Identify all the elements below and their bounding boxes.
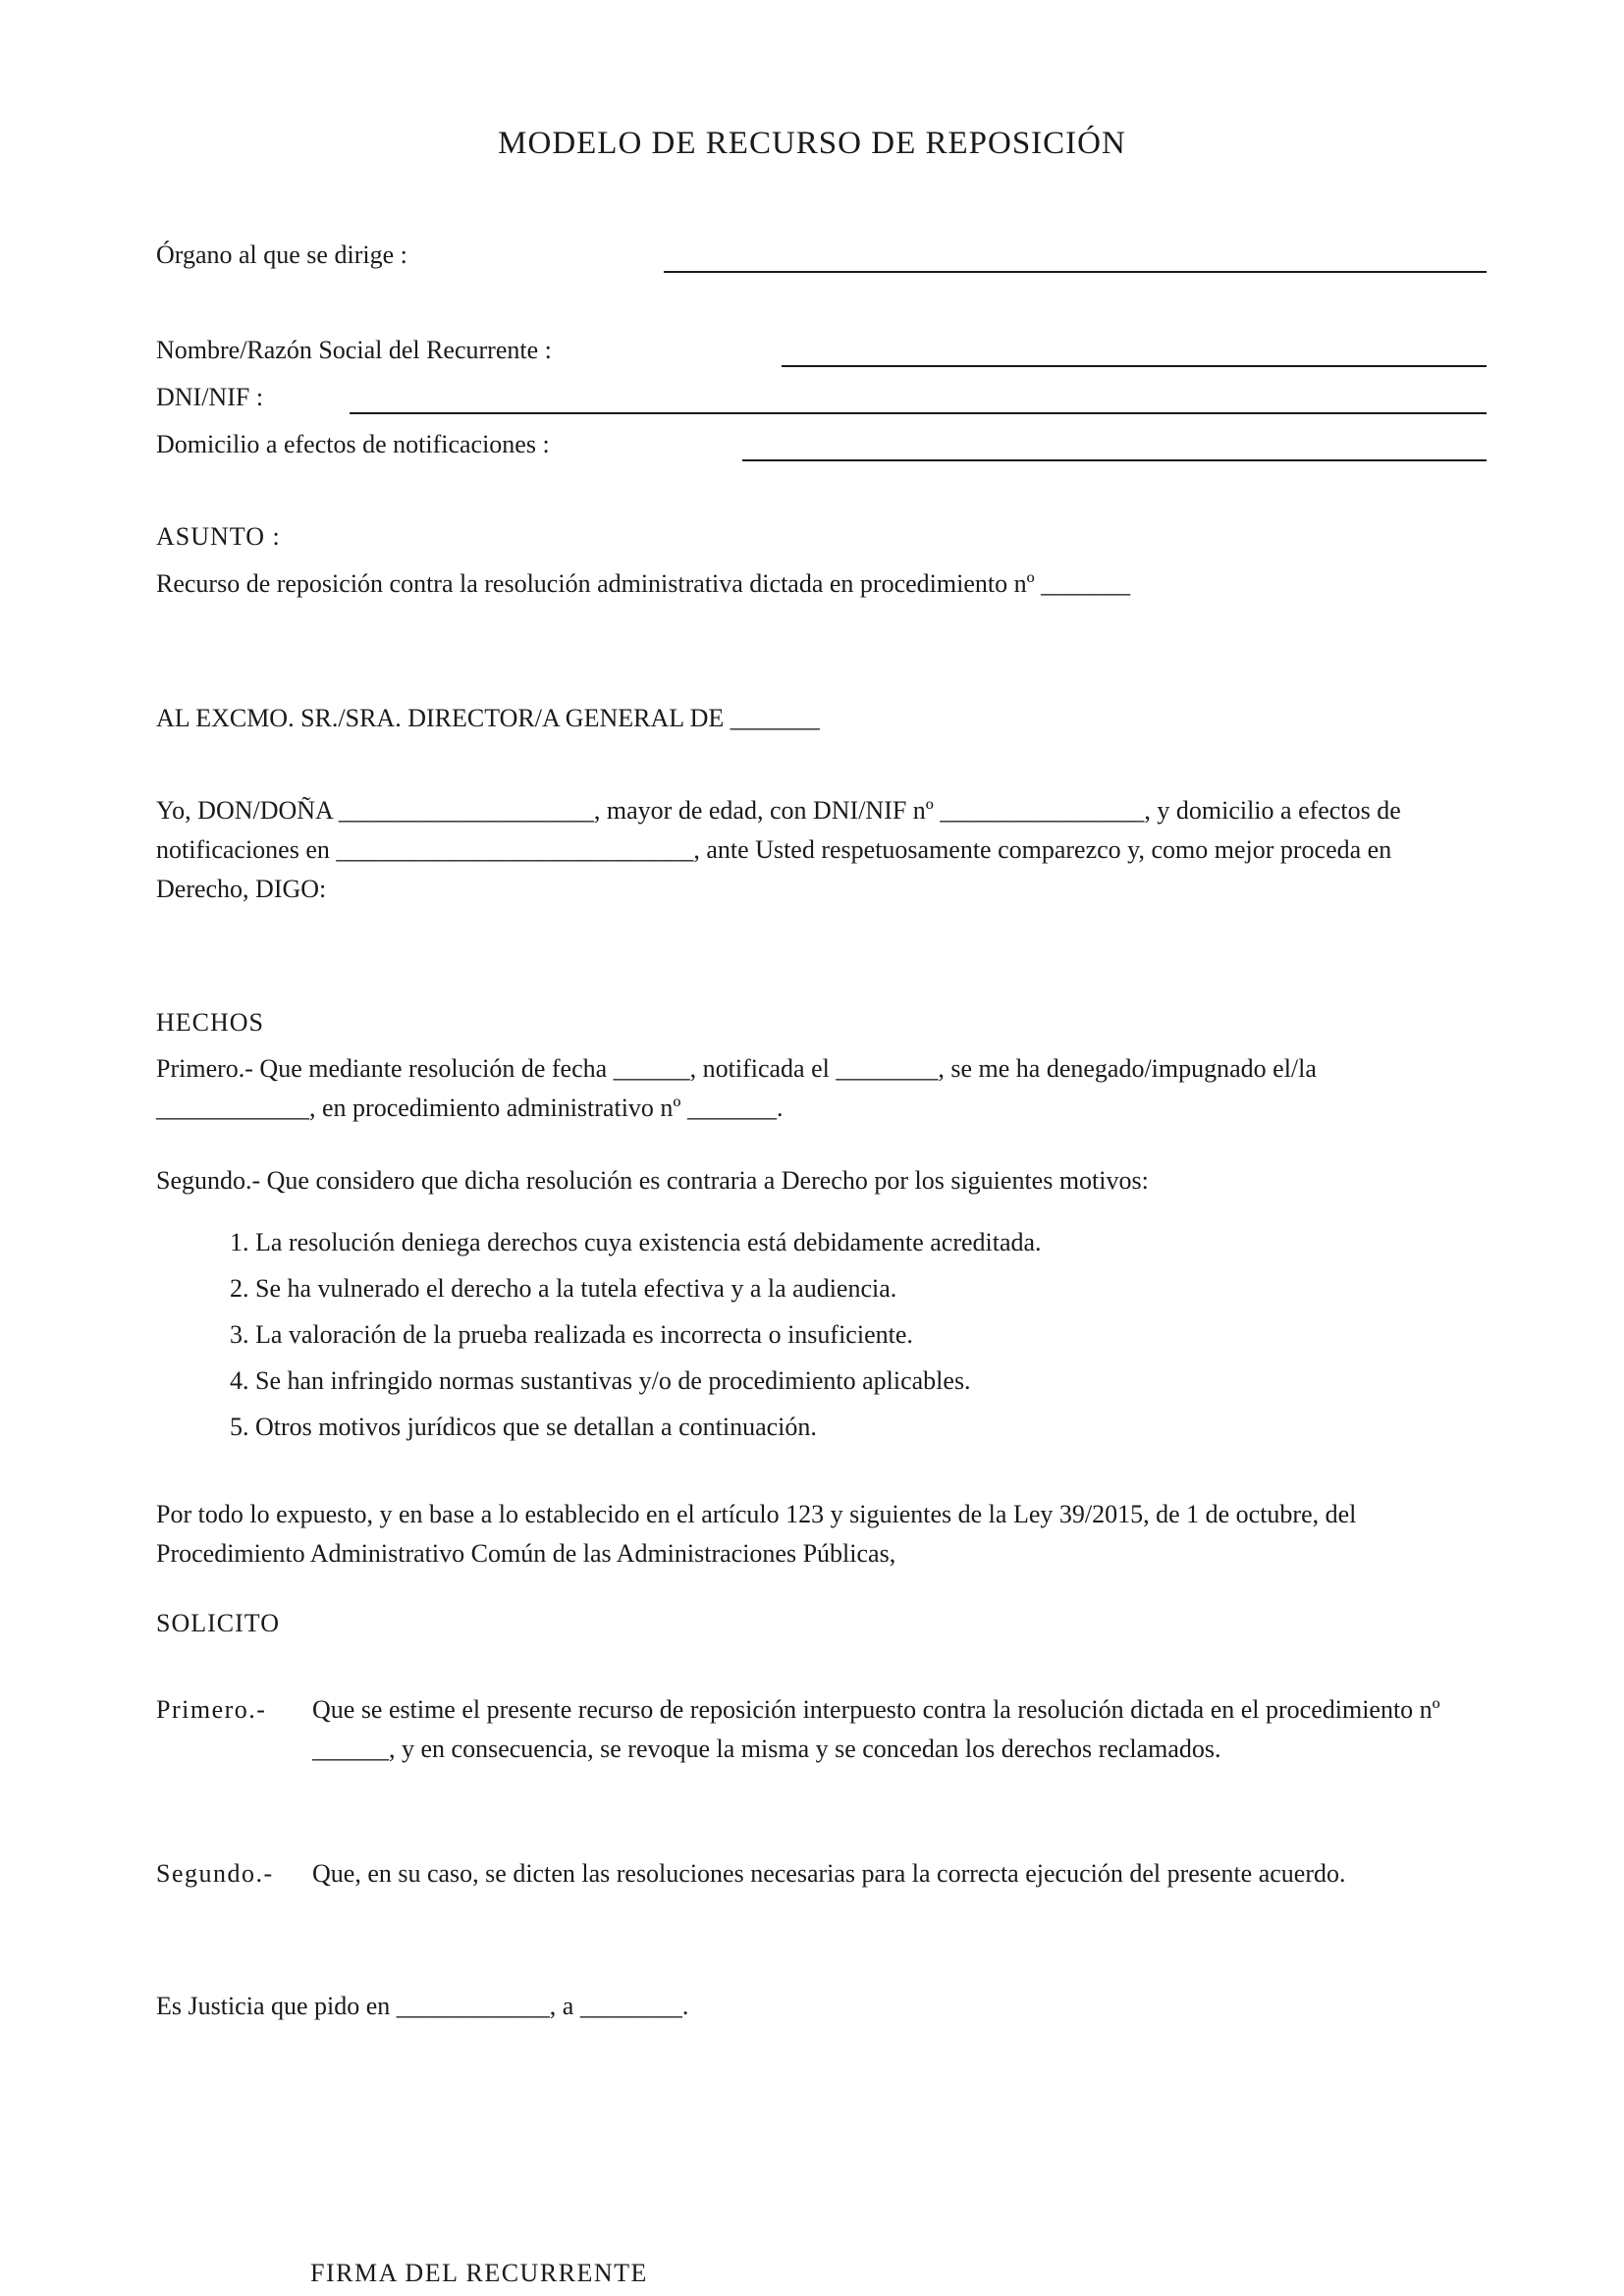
list-item: 1. La resolución deniega derechos cuya existencia está debidamente acreditada. bbox=[230, 1228, 1042, 1256]
list-item: 2. Se ha vulnerado el derecho a la tutela efectiva y a la audiencia. bbox=[230, 1274, 897, 1303]
hecho-segundo: Segundo.- Que considero que dicha resolución es contraria a Derecho por los siguientes motivos: bbox=[156, 1166, 1149, 1195]
solicito-primero-text: Que se estime el presente recurso de reposición interpuesto contra la resolución dictada en el procedimiento nº ______, y en consecuencia, se revoque la misma y se concedan los derechos reclamados. bbox=[312, 1695, 1440, 1763]
dni-blank-line bbox=[350, 412, 1487, 414]
document-title: MODELO DE RECURSO DE REPOSICIÓN bbox=[498, 126, 1126, 161]
nombre-label: Nombre/Razón Social del Recurrente : bbox=[156, 336, 552, 364]
domicilio-blank-line bbox=[742, 459, 1487, 461]
list-item: 4. Se han infringido normas sustantivas y/o de procedimiento aplicables. bbox=[230, 1366, 971, 1395]
organo-label: Órgano al que se dirige : bbox=[156, 240, 407, 269]
list-item: 3. La valoración de la prueba realizada es incorrecta o insuficiente. bbox=[230, 1320, 913, 1349]
solicito-heading: SOLICITO bbox=[156, 1609, 280, 1637]
fundamento-paragraph: Por todo lo expuesto, y en base a lo establecido en el artículo 123 y siguientes de la Ley 39/2015, de 1 de octubre, del Procedimiento Administrativo Común de las Administraciones Públicas, bbox=[156, 1500, 1357, 1568]
asunto-text: Recurso de reposición contra la resolución administrativa dictada en procedimiento nº _______ bbox=[156, 569, 1131, 598]
hechos-heading: HECHOS bbox=[156, 1008, 265, 1037]
motivos-list bbox=[230, 1223, 1042, 1454]
nombre-blank-line bbox=[782, 365, 1487, 367]
comparecencia-paragraph: Yo, DON/DOÑA ____________________, mayor de edad, con DNI/NIF nº ________________, y domicilio a efectos de notificaciones en ____________________________, ante Usted respetuosamente comparezco y, como mejor proceda en Derecho, DIGO: bbox=[156, 796, 1401, 903]
asunto-heading: ASUNTO : bbox=[156, 522, 281, 551]
firma-label: FIRMA DEL RECURRENTE bbox=[310, 2259, 648, 2287]
cierre-line: Es Justicia que pido en ____________, a ________. bbox=[156, 1992, 689, 2020]
hecho-primero: Primero.- Que mediante resolución de fecha ______, notificada el ________, se me ha denegado/impugnado el/la ____________, en procedimiento administrativo nº _______. bbox=[156, 1054, 1317, 1122]
dni-label: DNI/NIF : bbox=[156, 383, 264, 411]
domicilio-label: Domicilio a efectos de notificaciones : bbox=[156, 430, 550, 458]
solicito-segundo-label: Segundo.- bbox=[156, 1859, 274, 1888]
solicito-segundo-text: Que, en su caso, se dicten las resoluciones necesarias para la correcta ejecución del presente acuerdo. bbox=[312, 1859, 1346, 1888]
list-item: 5. Otros motivos jurídicos que se detallan a continuación. bbox=[230, 1413, 817, 1441]
organo-blank-line bbox=[664, 271, 1487, 273]
destinatario: AL EXCMO. SR./SRA. DIRECTOR/A GENERAL DE _______ bbox=[156, 704, 820, 732]
solicito-primero-label: Primero.- bbox=[156, 1695, 267, 1724]
